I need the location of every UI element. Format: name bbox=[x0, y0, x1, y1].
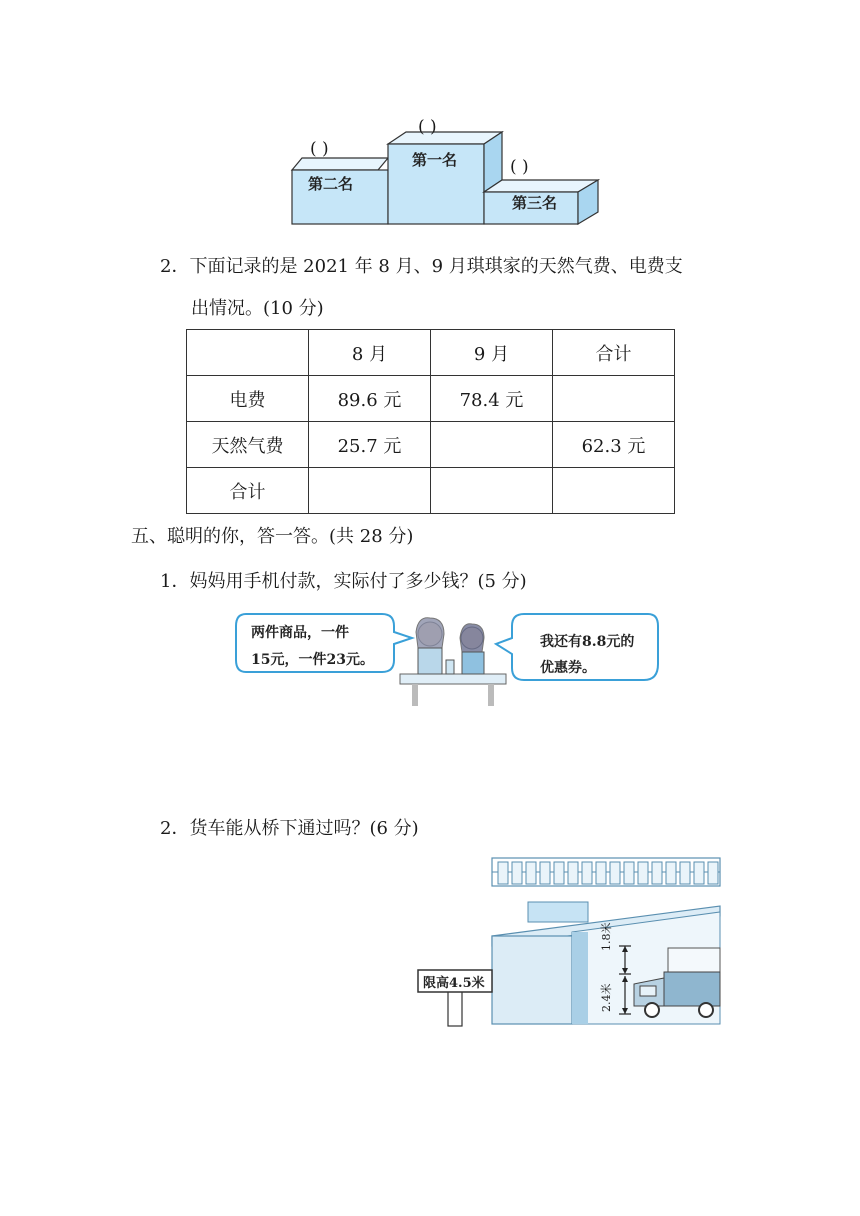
expense-table bbox=[186, 329, 675, 514]
podium-second-label: 第二名 bbox=[308, 175, 354, 193]
table-cell-blank[interactable] bbox=[309, 468, 431, 514]
section-5-question-1: 1．妈妈用手机付款，实际付了多少钱？(5 分) bbox=[160, 571, 527, 592]
table-cell: 62.3 元 bbox=[553, 422, 675, 468]
left-bubble-line-1: 两件商品，一件 bbox=[251, 625, 349, 641]
table-cell-blank[interactable] bbox=[553, 468, 675, 514]
podium-third-label: 第三名 bbox=[512, 194, 558, 212]
measure-bottom-label: 2.4米 bbox=[600, 983, 613, 1012]
question-2-line-1: 2．下面记录的是 2021 年 8 月、9 月琪琪家的天然气费、电费支 bbox=[160, 256, 683, 277]
table-cell: 电费 bbox=[187, 376, 309, 422]
table-row bbox=[187, 468, 675, 514]
table-cell: 8 月 bbox=[309, 330, 431, 376]
table-cell: 9 月 bbox=[431, 330, 553, 376]
section-5-heading: 五、聪明的你，答一答。(共 28 分) bbox=[131, 526, 414, 547]
bridge-truck-illustration bbox=[412, 850, 724, 1030]
table-cell: 89.6 元 bbox=[309, 376, 431, 422]
section-5-question-2: 2．货车能从桥下通过吗？(6 分) bbox=[160, 818, 419, 839]
measure-top-label: 1.8米 bbox=[600, 922, 613, 951]
podium-first-label: 第一名 bbox=[412, 151, 458, 169]
table-row bbox=[187, 376, 675, 422]
table-header-row bbox=[187, 330, 675, 376]
right-bubble-line-2: 优惠券。 bbox=[540, 660, 596, 676]
table-cell: 天然气费 bbox=[187, 422, 309, 468]
right-bubble-line-1: 我还有8.8元的 bbox=[540, 634, 635, 650]
table-cell-blank[interactable] bbox=[431, 422, 553, 468]
podium-third-answer-bracket[interactable]: ( ) bbox=[510, 157, 529, 177]
table-cell: 25.7 元 bbox=[309, 422, 431, 468]
table-cell bbox=[187, 330, 309, 376]
table-cell-blank[interactable] bbox=[553, 376, 675, 422]
table-cell: 合计 bbox=[553, 330, 675, 376]
podium-first-answer-bracket[interactable]: ( ) bbox=[418, 117, 437, 137]
height-limit-sign: 限高4.5米 bbox=[423, 976, 485, 991]
podium-second-answer-bracket[interactable]: ( ) bbox=[310, 139, 329, 159]
left-bubble-line-2: 15元，一件23元。 bbox=[251, 652, 374, 668]
question-2-line-2: 出情况。(10 分) bbox=[191, 298, 324, 319]
table-row bbox=[187, 422, 675, 468]
table-cell: 78.4 元 bbox=[431, 376, 553, 422]
table-cell: 合计 bbox=[187, 468, 309, 514]
table-cell-blank[interactable] bbox=[431, 468, 553, 514]
